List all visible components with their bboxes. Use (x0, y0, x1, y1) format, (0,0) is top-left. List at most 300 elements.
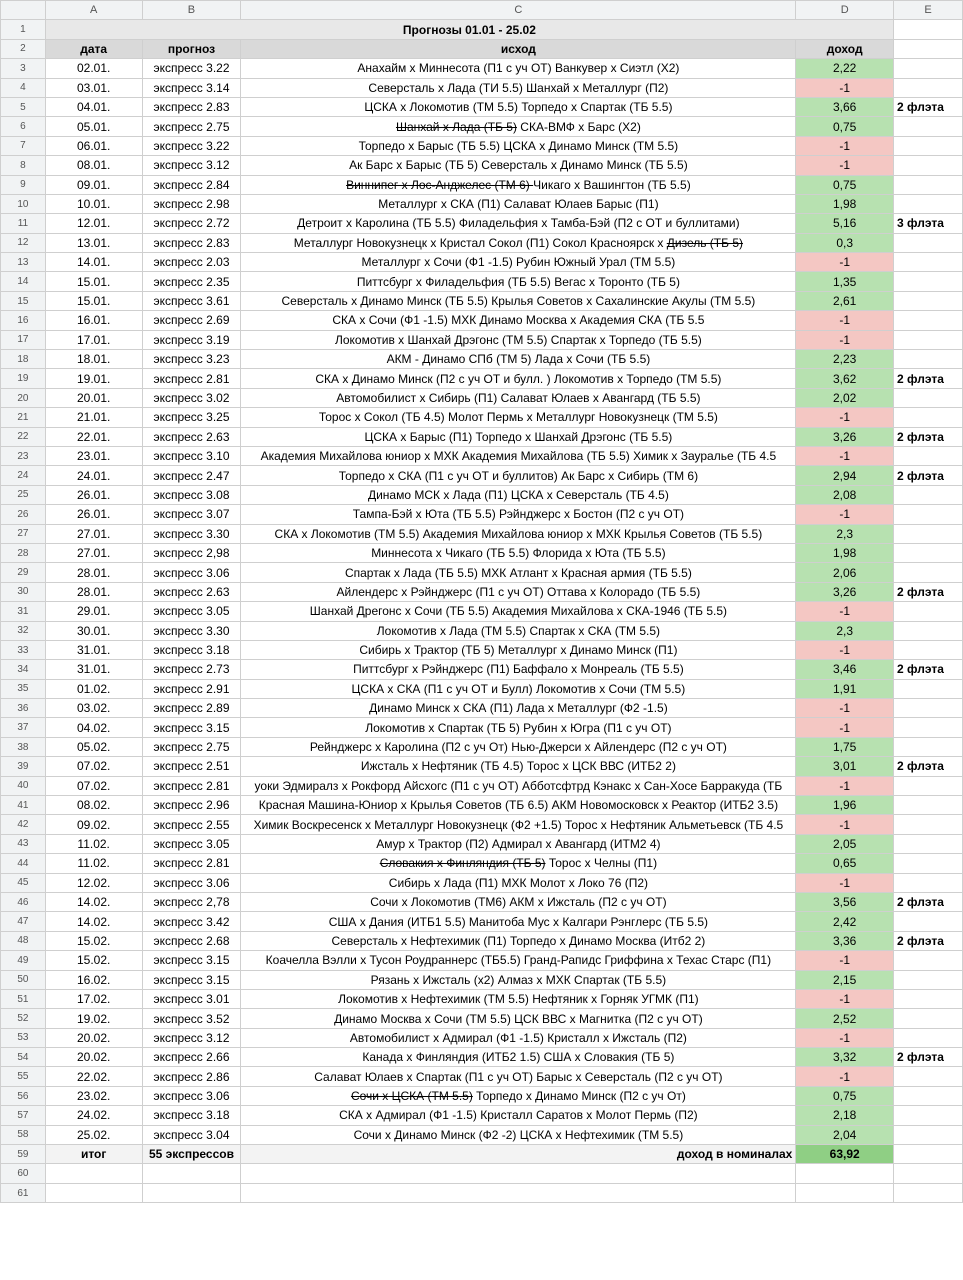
cell-forecast[interactable]: экспресс 3.10 (142, 446, 241, 465)
cell-forecast[interactable]: экспресс 3.06 (142, 873, 241, 892)
row-number[interactable]: 59 (1, 1145, 46, 1164)
cell-note[interactable] (894, 485, 963, 504)
cell-income[interactable]: -1 (796, 1028, 894, 1047)
cell-outcome[interactable] (241, 466, 796, 485)
cell-note[interactable] (894, 737, 963, 756)
cell-outcome[interactable] (241, 117, 796, 136)
row-number[interactable]: 54 (1, 1048, 46, 1067)
cell-income[interactable]: -1 (796, 873, 894, 892)
cell-outcome[interactable] (241, 815, 796, 834)
cell-outcome[interactable] (241, 699, 796, 718)
cell-note[interactable] (894, 291, 963, 310)
row-number[interactable]: 11 (1, 214, 46, 233)
row-number[interactable]: 5 (1, 97, 46, 116)
cell-outcome[interactable] (241, 873, 796, 892)
cell-outcome[interactable] (241, 427, 796, 446)
cell-date[interactable]: 23.02. (45, 1086, 142, 1105)
cell-note[interactable] (894, 640, 963, 659)
cell-date[interactable]: 15.02. (45, 951, 142, 970)
cell-income[interactable]: -1 (796, 156, 894, 175)
cell[interactable] (894, 39, 963, 58)
cell-income[interactable]: 2,02 (796, 388, 894, 407)
cell-date[interactable]: 15.01. (45, 272, 142, 291)
cell-note[interactable] (894, 388, 963, 407)
row-number[interactable]: 18 (1, 350, 46, 369)
cell-income[interactable]: 1,91 (796, 679, 894, 698)
cell-date[interactable]: 27.01. (45, 524, 142, 543)
row-number[interactable]: 51 (1, 989, 46, 1008)
total-count[interactable]: 55 экспрессов (142, 1145, 241, 1164)
cell[interactable] (894, 20, 963, 39)
cell-note[interactable] (894, 1028, 963, 1047)
cell-income[interactable]: 2,94 (796, 466, 894, 485)
cell-outcome[interactable] (241, 892, 796, 911)
row-number[interactable]: 33 (1, 640, 46, 659)
cell-outcome[interactable] (241, 233, 796, 252)
cell-outcome[interactable] (241, 156, 796, 175)
cell-income[interactable]: 2,3 (796, 621, 894, 640)
cell-date[interactable]: 01.02. (45, 679, 142, 698)
row-number[interactable]: 6 (1, 117, 46, 136)
row-number[interactable]: 4 (1, 78, 46, 97)
cell-outcome[interactable] (241, 446, 796, 465)
header-outcome[interactable]: исход (241, 39, 796, 58)
cell-outcome[interactable] (241, 291, 796, 310)
cell-income[interactable]: -1 (796, 776, 894, 795)
row-number[interactable]: 7 (1, 136, 46, 155)
cell-income[interactable]: -1 (796, 446, 894, 465)
row-number[interactable]: 38 (1, 737, 46, 756)
cell-note[interactable] (894, 117, 963, 136)
cell-income[interactable]: 3,66 (796, 97, 894, 116)
row-number[interactable]: 14 (1, 272, 46, 291)
cell-note[interactable] (894, 194, 963, 213)
cell-note[interactable] (894, 253, 963, 272)
cell-income[interactable]: 5,16 (796, 214, 894, 233)
row-number[interactable]: 37 (1, 718, 46, 737)
cell-date[interactable]: 07.02. (45, 757, 142, 776)
cell[interactable] (894, 1164, 963, 1183)
cell-date[interactable]: 28.01. (45, 582, 142, 601)
cell-note[interactable] (894, 602, 963, 621)
cell-date[interactable]: 24.02. (45, 1106, 142, 1125)
cell-date[interactable]: 10.01. (45, 194, 142, 213)
cell-note[interactable] (894, 543, 963, 562)
cell-date[interactable]: 21.01. (45, 408, 142, 427)
cell-income[interactable]: 3,56 (796, 892, 894, 911)
cell[interactable] (894, 1145, 963, 1164)
cell-note[interactable] (894, 233, 963, 252)
cell-note[interactable]: 3 флэта (894, 214, 963, 233)
cell-date[interactable]: 14.01. (45, 253, 142, 272)
cell-date[interactable]: 14.02. (45, 912, 142, 931)
row-number[interactable]: 52 (1, 1009, 46, 1028)
cell-forecast[interactable]: экспресс 3.01 (142, 989, 241, 1008)
cell-forecast[interactable]: экспресс 2.91 (142, 679, 241, 698)
row-number[interactable]: 55 (1, 1067, 46, 1086)
row-number[interactable]: 10 (1, 194, 46, 213)
cell-forecast[interactable]: экспресс 2.63 (142, 582, 241, 601)
sheet-title-cell[interactable]: Прогнозы 01.01 - 25.02 (45, 20, 893, 39)
cell[interactable] (45, 1164, 142, 1183)
cell-note[interactable] (894, 408, 963, 427)
cell-date[interactable]: 22.02. (45, 1067, 142, 1086)
cell-date[interactable]: 05.02. (45, 737, 142, 756)
cell-income[interactable]: 2,06 (796, 563, 894, 582)
cell-note[interactable] (894, 1125, 963, 1144)
row-number[interactable]: 57 (1, 1106, 46, 1125)
row-number[interactable]: 26 (1, 505, 46, 524)
cell-outcome[interactable] (241, 253, 796, 272)
cell-outcome[interactable] (241, 1009, 796, 1028)
cell-note[interactable] (894, 136, 963, 155)
cell-date[interactable]: 19.01. (45, 369, 142, 388)
row-number[interactable]: 19 (1, 369, 46, 388)
cell[interactable] (796, 1183, 894, 1202)
cell-income[interactable]: 0,75 (796, 117, 894, 136)
cell-note[interactable] (894, 272, 963, 291)
row-number[interactable]: 35 (1, 679, 46, 698)
cell-forecast[interactable]: экспресс 3.25 (142, 408, 241, 427)
cell-note[interactable] (894, 330, 963, 349)
row-number[interactable]: 56 (1, 1086, 46, 1105)
cell-forecast[interactable]: экспресс 3.23 (142, 350, 241, 369)
cell-outcome[interactable] (241, 408, 796, 427)
cell-income[interactable]: 1,75 (796, 737, 894, 756)
cell-date[interactable]: 22.01. (45, 427, 142, 446)
cell-income[interactable]: 1,98 (796, 543, 894, 562)
cell-forecast[interactable]: экспресс 2.81 (142, 854, 241, 873)
cell-date[interactable]: 16.01. (45, 311, 142, 330)
cell-date[interactable]: 02.01. (45, 59, 142, 78)
cell-income[interactable]: 2,22 (796, 59, 894, 78)
cell-date[interactable]: 20.02. (45, 1048, 142, 1067)
cell-note[interactable]: 2 флэта (894, 757, 963, 776)
row-number[interactable]: 27 (1, 524, 46, 543)
row-number[interactable]: 39 (1, 757, 46, 776)
cell-income[interactable]: 2,52 (796, 1009, 894, 1028)
cell-forecast[interactable]: экспресс 3.18 (142, 1106, 241, 1125)
row-number[interactable]: 48 (1, 931, 46, 950)
cell-income[interactable]: -1 (796, 505, 894, 524)
row-number[interactable]: 47 (1, 912, 46, 931)
cell-income[interactable]: 1,96 (796, 796, 894, 815)
cell-note[interactable] (894, 156, 963, 175)
cell-note[interactable] (894, 912, 963, 931)
cell-note[interactable]: 2 флэта (894, 582, 963, 601)
cell-income[interactable]: -1 (796, 330, 894, 349)
cell-date[interactable]: 23.01. (45, 446, 142, 465)
row-number[interactable]: 24 (1, 466, 46, 485)
cell-date[interactable]: 03.02. (45, 699, 142, 718)
row-number[interactable]: 2 (1, 39, 46, 58)
row-number[interactable]: 34 (1, 660, 46, 679)
cell-income[interactable]: 2,08 (796, 485, 894, 504)
cell-outcome[interactable] (241, 388, 796, 407)
cell-forecast[interactable]: экспресс 2.63 (142, 427, 241, 446)
cell-outcome[interactable] (241, 272, 796, 291)
cell-outcome[interactable] (241, 660, 796, 679)
cell-note[interactable]: 2 флэта (894, 466, 963, 485)
cell-forecast[interactable]: экспресс 2.84 (142, 175, 241, 194)
cell[interactable] (796, 1164, 894, 1183)
cell-date[interactable]: 15.01. (45, 291, 142, 310)
cell-note[interactable]: 2 флэта (894, 660, 963, 679)
cell[interactable] (142, 1164, 241, 1183)
cell-note[interactable] (894, 1106, 963, 1125)
cell-note[interactable] (894, 834, 963, 853)
cell-date[interactable]: 16.02. (45, 970, 142, 989)
cell-note[interactable] (894, 718, 963, 737)
cell-forecast[interactable]: экспресс 3.15 (142, 970, 241, 989)
row-number[interactable]: 29 (1, 563, 46, 582)
cell-forecast[interactable]: экспресс 3.12 (142, 156, 241, 175)
cell-income[interactable]: -1 (796, 78, 894, 97)
row-number[interactable]: 36 (1, 699, 46, 718)
cell-outcome[interactable] (241, 543, 796, 562)
cell-forecast[interactable]: экспресс 3.42 (142, 912, 241, 931)
column-header-c[interactable]: C (241, 1, 796, 20)
row-number[interactable]: 8 (1, 156, 46, 175)
cell-date[interactable]: 11.02. (45, 854, 142, 873)
row-number[interactable]: 50 (1, 970, 46, 989)
cell-forecast[interactable]: экспресс 2.83 (142, 233, 241, 252)
cell-income[interactable]: 1,98 (796, 194, 894, 213)
cell-outcome[interactable] (241, 1028, 796, 1047)
cell-income[interactable]: 2,3 (796, 524, 894, 543)
row-number[interactable]: 42 (1, 815, 46, 834)
cell-note[interactable]: 2 флэта (894, 427, 963, 446)
cell-income[interactable]: 2,15 (796, 970, 894, 989)
cell-income[interactable]: -1 (796, 951, 894, 970)
cell-date[interactable]: 06.01. (45, 136, 142, 155)
cell-forecast[interactable]: экспресс 3.05 (142, 834, 241, 853)
cell-forecast[interactable]: экспресс 3.07 (142, 505, 241, 524)
cell-date[interactable]: 11.02. (45, 834, 142, 853)
cell-forecast[interactable]: экспресс 3.30 (142, 524, 241, 543)
cell-date[interactable]: 19.02. (45, 1009, 142, 1028)
cell-forecast[interactable]: экспресс 3.30 (142, 621, 241, 640)
cell-income[interactable]: 2,42 (796, 912, 894, 931)
row-number[interactable]: 20 (1, 388, 46, 407)
cell-outcome[interactable] (241, 602, 796, 621)
cell-outcome[interactable] (241, 194, 796, 213)
cell-note[interactable] (894, 446, 963, 465)
cell-forecast[interactable]: экспресс 3.06 (142, 563, 241, 582)
row-number[interactable]: 9 (1, 175, 46, 194)
cell-note[interactable] (894, 989, 963, 1008)
row-number[interactable]: 17 (1, 330, 46, 349)
cell-income[interactable]: -1 (796, 640, 894, 659)
row-number[interactable]: 31 (1, 602, 46, 621)
cell-note[interactable] (894, 699, 963, 718)
cell-note[interactable] (894, 505, 963, 524)
header-income[interactable]: доход (796, 39, 894, 58)
cell-outcome[interactable] (241, 621, 796, 640)
cell-forecast[interactable]: экспресс 3.18 (142, 640, 241, 659)
cell-note[interactable] (894, 621, 963, 640)
cell-note[interactable] (894, 951, 963, 970)
row-number[interactable]: 22 (1, 427, 46, 446)
cell-forecast[interactable]: экспресс 3.15 (142, 718, 241, 737)
cell-outcome[interactable] (241, 796, 796, 815)
cell-outcome[interactable] (241, 350, 796, 369)
cell-outcome[interactable] (241, 175, 796, 194)
cell-outcome[interactable] (241, 330, 796, 349)
cell-date[interactable]: 18.01. (45, 350, 142, 369)
cell-note[interactable]: 2 флэта (894, 931, 963, 950)
column-header-b[interactable]: B (142, 1, 241, 20)
cell-forecast[interactable]: экспресс 2.72 (142, 214, 241, 233)
cell-note[interactable]: 2 флэта (894, 97, 963, 116)
cell-income[interactable]: 2,61 (796, 291, 894, 310)
cell-note[interactable] (894, 1009, 963, 1028)
cell-forecast[interactable]: экспресс 2.89 (142, 699, 241, 718)
row-number[interactable]: 46 (1, 892, 46, 911)
cell-note[interactable] (894, 776, 963, 795)
cell-date[interactable]: 26.01. (45, 505, 142, 524)
cell-note[interactable] (894, 350, 963, 369)
cell-forecast[interactable]: экспресс 2.35 (142, 272, 241, 291)
row-number[interactable]: 32 (1, 621, 46, 640)
cell-forecast[interactable]: экспресс 2.86 (142, 1067, 241, 1086)
cell-forecast[interactable]: экспресс 2.83 (142, 97, 241, 116)
cell-date[interactable]: 20.02. (45, 1028, 142, 1047)
cell-date[interactable]: 08.02. (45, 796, 142, 815)
row-number[interactable]: 44 (1, 854, 46, 873)
cell-income[interactable]: -1 (796, 699, 894, 718)
cell-forecast[interactable]: экспресс 2.75 (142, 737, 241, 756)
cell-note[interactable] (894, 1067, 963, 1086)
cell-forecast[interactable]: экспресс 2.73 (142, 660, 241, 679)
cell-outcome[interactable] (241, 679, 796, 698)
row-number[interactable]: 43 (1, 834, 46, 853)
row-number[interactable]: 40 (1, 776, 46, 795)
row-number[interactable]: 21 (1, 408, 46, 427)
cell-outcome[interactable] (241, 524, 796, 543)
cell-note[interactable] (894, 854, 963, 873)
cell-income[interactable]: -1 (796, 989, 894, 1008)
cell-note[interactable] (894, 1086, 963, 1105)
cell-date[interactable]: 31.01. (45, 640, 142, 659)
cell-forecast[interactable]: экспресс 3.05 (142, 602, 241, 621)
row-number[interactable]: 61 (1, 1183, 46, 1202)
cell-forecast[interactable]: экспресс 3.22 (142, 59, 241, 78)
cell-outcome[interactable] (241, 485, 796, 504)
cell-note[interactable] (894, 59, 963, 78)
cell-forecast[interactable]: экспресс 3.22 (142, 136, 241, 155)
cell-income[interactable]: 0,75 (796, 175, 894, 194)
cell-forecast[interactable]: экспресс 2.69 (142, 311, 241, 330)
cell-date[interactable]: 08.01. (45, 156, 142, 175)
cell-outcome[interactable] (241, 582, 796, 601)
cell-date[interactable]: 04.01. (45, 97, 142, 116)
cell-note[interactable] (894, 970, 963, 989)
cell-income[interactable]: 2,23 (796, 350, 894, 369)
row-number[interactable]: 1 (1, 20, 46, 39)
cell-note[interactable] (894, 563, 963, 582)
cell-forecast[interactable]: экспресс 2.47 (142, 466, 241, 485)
cell-forecast[interactable]: экспресс 2.81 (142, 369, 241, 388)
cell-outcome[interactable] (241, 640, 796, 659)
cell-date[interactable]: 14.02. (45, 892, 142, 911)
cell-note[interactable] (894, 524, 963, 543)
cell-date[interactable]: 12.02. (45, 873, 142, 892)
cell-forecast[interactable]: экспресс 2.96 (142, 796, 241, 815)
row-number[interactable]: 60 (1, 1164, 46, 1183)
cell-date[interactable]: 31.01. (45, 660, 142, 679)
cell-outcome[interactable] (241, 78, 796, 97)
row-number[interactable]: 30 (1, 582, 46, 601)
cell-income[interactable]: -1 (796, 253, 894, 272)
cell-date[interactable]: 28.01. (45, 563, 142, 582)
cell-forecast[interactable]: экспресс 2,78 (142, 892, 241, 911)
cell-date[interactable]: 20.01. (45, 388, 142, 407)
row-number[interactable]: 15 (1, 291, 46, 310)
cell-date[interactable]: 25.02. (45, 1125, 142, 1144)
cell-note[interactable]: 2 флэта (894, 892, 963, 911)
cell[interactable] (142, 1183, 241, 1202)
row-number[interactable]: 16 (1, 311, 46, 330)
row-number[interactable]: 53 (1, 1028, 46, 1047)
cell-income[interactable]: 0,65 (796, 854, 894, 873)
cell-forecast[interactable]: экспресс 3.06 (142, 1086, 241, 1105)
cell-note[interactable] (894, 175, 963, 194)
row-number[interactable]: 13 (1, 253, 46, 272)
cell-outcome[interactable] (241, 931, 796, 950)
total-label[interactable]: итог (45, 1145, 142, 1164)
cell-outcome[interactable] (241, 59, 796, 78)
cell-income[interactable]: -1 (796, 718, 894, 737)
cell-forecast[interactable]: экспресс 2,98 (142, 543, 241, 562)
cell-income[interactable]: -1 (796, 815, 894, 834)
cell-forecast[interactable]: экспресс 2.98 (142, 194, 241, 213)
cell-note[interactable] (894, 78, 963, 97)
cell-outcome[interactable] (241, 214, 796, 233)
cell-note[interactable]: 2 флэта (894, 369, 963, 388)
cell-note[interactable] (894, 873, 963, 892)
cell-note[interactable]: 2 флэта (894, 1048, 963, 1067)
cell[interactable] (241, 1164, 796, 1183)
row-number[interactable]: 28 (1, 543, 46, 562)
total-income[interactable]: 63,92 (796, 1145, 894, 1164)
cell-forecast[interactable]: экспресс 2.75 (142, 117, 241, 136)
cell-forecast[interactable]: экспресс 3.08 (142, 485, 241, 504)
cell-outcome[interactable] (241, 311, 796, 330)
cell-income[interactable]: -1 (796, 311, 894, 330)
cell-outcome[interactable] (241, 1067, 796, 1086)
cell-forecast[interactable]: экспресс 3.52 (142, 1009, 241, 1028)
cell-income[interactable]: 2,05 (796, 834, 894, 853)
cell[interactable] (894, 1183, 963, 1202)
cell-outcome[interactable] (241, 718, 796, 737)
cell-forecast[interactable]: экспресс 2.81 (142, 776, 241, 795)
cell-income[interactable]: 3,32 (796, 1048, 894, 1067)
cell-note[interactable] (894, 815, 963, 834)
column-header-e[interactable]: E (894, 1, 963, 20)
cell-income[interactable]: 3,01 (796, 757, 894, 776)
cell-outcome[interactable] (241, 369, 796, 388)
cell-date[interactable]: 15.02. (45, 931, 142, 950)
cell-date[interactable]: 30.01. (45, 621, 142, 640)
header-date[interactable]: дата (45, 39, 142, 58)
cell-note[interactable] (894, 311, 963, 330)
cell-forecast[interactable]: экспресс 3.14 (142, 78, 241, 97)
cell-date[interactable]: 07.02. (45, 776, 142, 795)
cell-date[interactable]: 17.02. (45, 989, 142, 1008)
header-forecast[interactable]: прогноз (142, 39, 241, 58)
cell-outcome[interactable] (241, 136, 796, 155)
